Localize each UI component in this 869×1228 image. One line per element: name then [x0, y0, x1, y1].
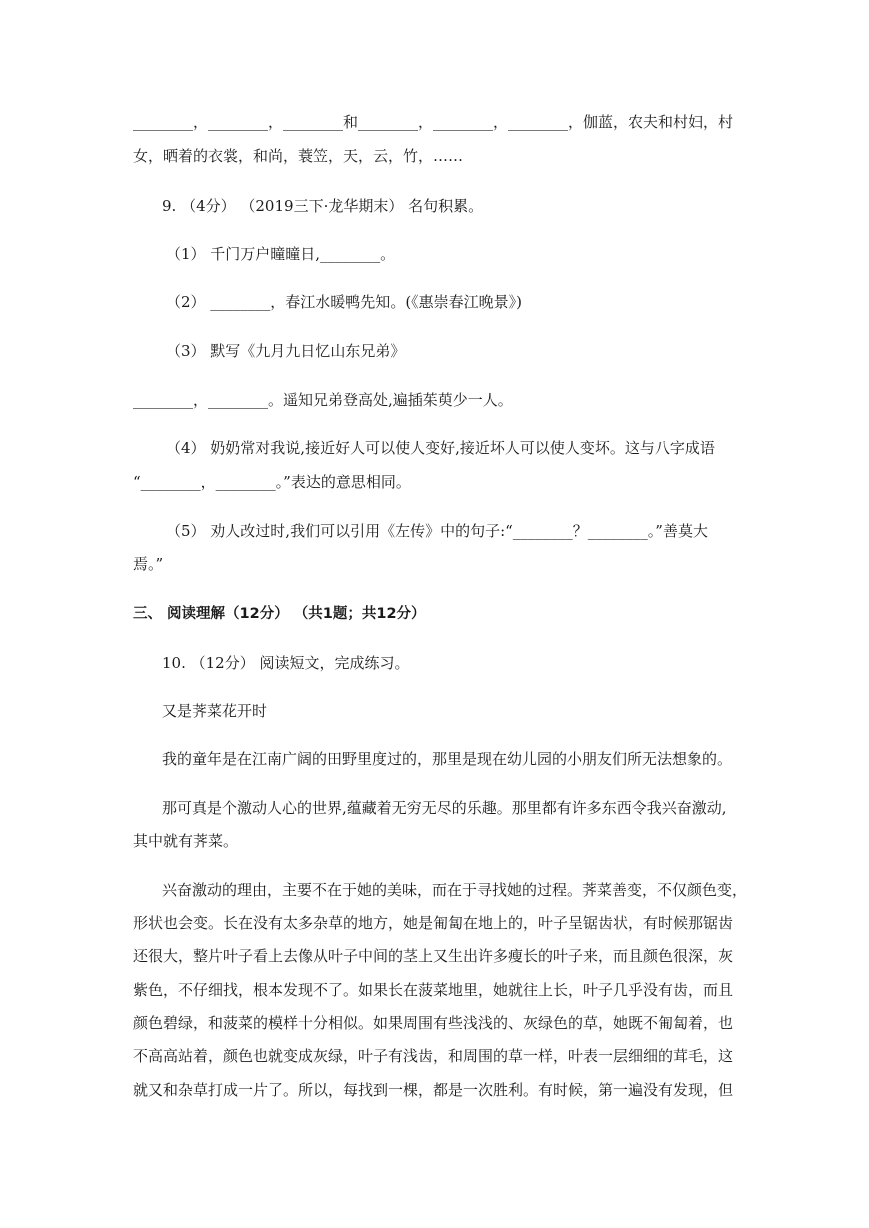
q9-item-3: （3） 默写《九月九日忆山东兄弟》 — [166, 342, 406, 360]
passage-line: 其中就有荠菜。 — [133, 832, 239, 850]
passage-line: 颜色碧绿，和菠菜的模样十分相似。如果周围有些浅浅的、灰绿色的草，她既不匍匐着，也 — [133, 1014, 734, 1032]
passage-line: 形状也会变。长在没有太多杂草的地方，她是匍匐在地上的，叶子呈锯齿状，有时候那锯齿 — [133, 914, 734, 932]
question-9-header: 9. （4分） （2019三下·龙华期末） 名句积累。 — [162, 197, 484, 215]
q9-item-3-answer-line: ________，________。遥知兄弟登高处,遍插茱萸少一人。 — [133, 391, 513, 409]
passage-line: 就又和杂草打成一片了。所以，每找到一棵，都是一次胜利。有时候，第一遍没有发现，但 — [133, 1081, 734, 1099]
passage-title: 又是荠菜花开时 — [162, 702, 268, 720]
question-10-header: 10. （12分） 阅读短文，完成练习。 — [162, 654, 410, 672]
q9-item-2: （2） ________，春江水暖鸭先知。(《惠崇春江晚景》) — [166, 293, 523, 311]
q9-item-4: （4） 奶奶常对我说,接近好人可以使人变好,接近坏人可以使人变坏。这与八字成语 — [166, 439, 715, 457]
q9-item-4-continued: “________，________。”表达的意思相同。 — [133, 473, 411, 491]
passage-line: 我的童年是在江南广阔的田野里度过的，那里是现在幼儿园的小朋友们所无法想象的。 — [162, 750, 733, 768]
passage-line: 兴奋激动的理由，主要不在于她的美味，而在于寻找她的过程。荠菜善变，不仅颜色变， — [162, 881, 748, 899]
continuation-line-2: 女，晒着的衣裳，和尚，蓑笠，天，云，竹，…… — [133, 147, 464, 165]
passage-line: 不高高站着，颜色也就变成灰绿，叶子有浅齿，和周围的草一样，叶表一层细细的茸毛，这 — [133, 1047, 734, 1065]
q9-item-1: （1） 千门万户曈曈日,________。 — [166, 245, 396, 263]
passage-line: 还很大，整片叶子看上去像从叶子中间的茎上又生出许多瘦长的叶子来，而且颜色很深，灰 — [133, 947, 734, 965]
q9-item-5: （5） 劝人改过时,我们可以引用《左传》中的句子:“________？________。”善莫大 — [166, 522, 708, 540]
section-3-heading: 三、 阅读理解（12分） （共1题；共12分） — [133, 606, 426, 622]
passage-line: 那可真是个激动人心的世界,蕴藏着无穷无尽的乐趣。那里都有许多东西令我兴奋激动, — [162, 799, 727, 817]
passage-line: 紫色，不仔细找，根本发现不了。如果长在菠菜地里，她就往上长，叶子几乎没有齿，而且 — [133, 981, 734, 999]
q9-item-5-continued: 焉。” — [133, 555, 164, 573]
continuation-line-1: ________，________，________和________，________，________，伽蓝，农夫和村妇，村 — [133, 113, 734, 131]
